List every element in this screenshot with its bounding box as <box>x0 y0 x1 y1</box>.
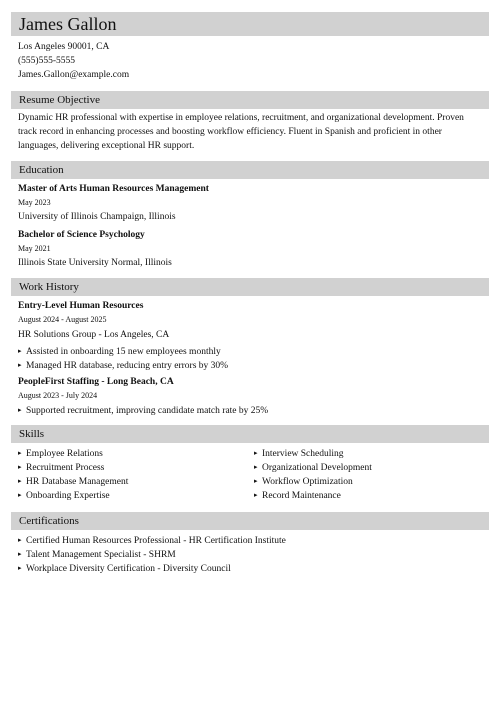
certifications-heading: Certifications <box>11 512 489 530</box>
job-title: PeopleFirst Staffing - Long Beach, CA <box>18 377 174 387</box>
phone: (555)555-5555 <box>18 56 75 66</box>
skill-item: ▸ Employee Relations <box>18 446 103 461</box>
education-school: Illinois State University Normal, Illinois <box>18 258 172 268</box>
bullet-icon: ▸ <box>18 536 22 544</box>
work-history-heading: Work History <box>11 278 489 296</box>
certification-item: ▸ Workplace Diversity Certification - Diversity Council <box>18 561 231 576</box>
bullet-icon: ▸ <box>18 449 22 457</box>
skill-item: ▸ Onboarding Expertise <box>18 488 110 503</box>
skill-item: ▸ Interview Scheduling <box>254 446 344 461</box>
bullet-icon: ▸ <box>18 347 22 355</box>
job-title: Entry-Level Human Resources <box>18 301 144 311</box>
education-degree: Master of Arts Human Resources Management <box>18 184 209 194</box>
bullet-icon: ▸ <box>254 491 258 499</box>
bullet-icon: ▸ <box>18 550 22 558</box>
name-header: James Gallon <box>11 12 489 36</box>
bullet-icon: ▸ <box>18 477 22 485</box>
objective-heading: Resume Objective <box>11 91 489 109</box>
bullet-icon: ▸ <box>18 463 22 471</box>
skill-item: ▸ Workflow Optimization <box>254 474 353 489</box>
education-degree: Bachelor of Science Psychology <box>18 230 145 240</box>
bullet-icon: ▸ <box>254 463 258 471</box>
job-dates: August 2023 - July 2024 <box>18 391 98 400</box>
bullet-icon: ▸ <box>254 449 258 457</box>
skill-item: ▸ Organizational Development <box>254 460 372 475</box>
email: James.Gallon@example.com <box>18 70 130 80</box>
education-heading: Education <box>11 161 489 179</box>
address: Los Angeles 90001, CA <box>18 42 110 52</box>
bullet-icon: ▸ <box>18 361 22 369</box>
bullet-icon: ▸ <box>18 491 22 499</box>
skill-item: ▸ Recruitment Process <box>18 460 104 475</box>
objective-text: Dynamic HR professional with expertise in employee relations, recruitment, and organizational development. Proven track record in enhancing processes and boosting workflow efficiency. Fluent in Spanish and proficient in other languages, delivering exceptional HR support. <box>18 113 464 151</box>
bullet-icon: ▸ <box>18 564 22 572</box>
certification-item: ▸ Talent Management Specialist - SHRM <box>18 547 176 562</box>
bullet-icon: ▸ <box>18 406 22 414</box>
job-company: HR Solutions Group - Los Angeles, CA <box>18 330 170 340</box>
skills-heading: Skills <box>11 425 489 443</box>
education-school: University of Illinois Champaign, Illinois <box>18 212 176 222</box>
job-dates: August 2024 - August 2025 <box>18 315 107 324</box>
certification-item: ▸ Certified Human Resources Professional - HR Certification Institute <box>18 533 286 548</box>
education-date: May 2021 <box>18 244 51 253</box>
education-date: May 2023 <box>18 198 51 207</box>
job-bullet: ▸ Supported recruitment, improving candidate match rate by 25% <box>18 403 268 418</box>
skill-item: ▸ Record Maintenance <box>254 488 341 503</box>
bullet-icon: ▸ <box>254 477 258 485</box>
job-bullet: ▸ Managed HR database, reducing entry errors by 30% <box>18 358 228 373</box>
job-bullet: ▸ Assisted in onboarding 15 new employees monthly <box>18 344 221 359</box>
skill-item: ▸ HR Database Management <box>18 474 128 489</box>
